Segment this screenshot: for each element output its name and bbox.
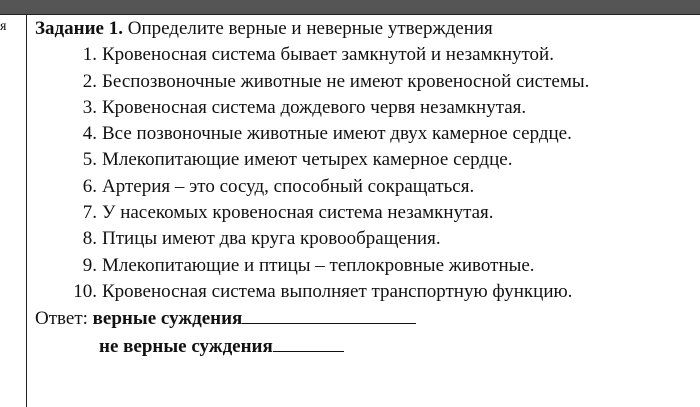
answer-label: Ответ:: [35, 308, 88, 330]
statement-number: 9.: [82, 254, 97, 276]
statement-text: Птицы имеют два круга кровообращения.: [102, 228, 441, 250]
statement-text: Кровеносная система выполняет транспортную функцию.: [102, 280, 573, 302]
statement-text: Млекопитающие и птицы – теплокровные животные.: [102, 254, 535, 276]
task-label: Задание 1.: [35, 18, 123, 39]
statement-number: 1.: [82, 44, 97, 66]
statement-number: 5.: [82, 149, 97, 171]
statement-item: [35, 200, 700, 226]
true-statements-label: верные суждения: [92, 308, 243, 330]
task-content: [35, 16, 700, 360]
false-statements-label: не верные суждения: [99, 335, 273, 357]
statement-item: [35, 226, 700, 252]
answer-false-row: [35, 333, 700, 360]
statement-text: Артерия – это сосуд, способный сокращаться.: [102, 175, 475, 197]
statement-number: 3.: [82, 96, 97, 118]
top-dark-bar: [0, 0, 700, 14]
statement-list: [35, 42, 700, 305]
answer-true-row: [35, 305, 700, 332]
statement-number: 10.: [73, 280, 97, 302]
task-instruction: Определите верные и неверные утверждения: [122, 18, 493, 39]
task-heading: [35, 16, 700, 42]
statement-number: 4.: [82, 123, 97, 145]
statement-text: Кровеносная система бывает замкнутой и незамкнутой.: [102, 44, 554, 66]
statement-number: 7.: [82, 202, 97, 224]
table-column-divider: [26, 14, 27, 407]
statement-item: [35, 147, 700, 173]
false-statements-blank[interactable]: [273, 333, 344, 352]
statement-item: [35, 253, 700, 279]
statement-item: [35, 121, 700, 147]
statement-item: [35, 174, 700, 200]
statement-number: 6.: [82, 175, 97, 197]
statement-item: [35, 279, 700, 305]
table-top-border: [0, 14, 700, 15]
statement-text: Кровеносная система дождевого червя незамкнутая.: [102, 96, 527, 118]
true-statements-blank[interactable]: [242, 305, 416, 324]
statement-text: Беспозвоночные животные не имеют кровеносной системы.: [102, 70, 590, 92]
statement-text: У насекомых кровеносная система незамкнутая.: [102, 202, 494, 224]
statement-number: 8.: [82, 228, 97, 250]
statement-number: 2.: [82, 70, 97, 92]
statement-text: Млекопитающие имеют четырех камерное сердце.: [102, 149, 513, 171]
statement-text: Все позвоночные животные имеют двух камерное сердце.: [102, 123, 572, 145]
statement-item: [35, 42, 700, 68]
statement-item: [35, 95, 700, 121]
statement-item: [35, 69, 700, 95]
left-cell-fragment: я: [0, 19, 7, 34]
